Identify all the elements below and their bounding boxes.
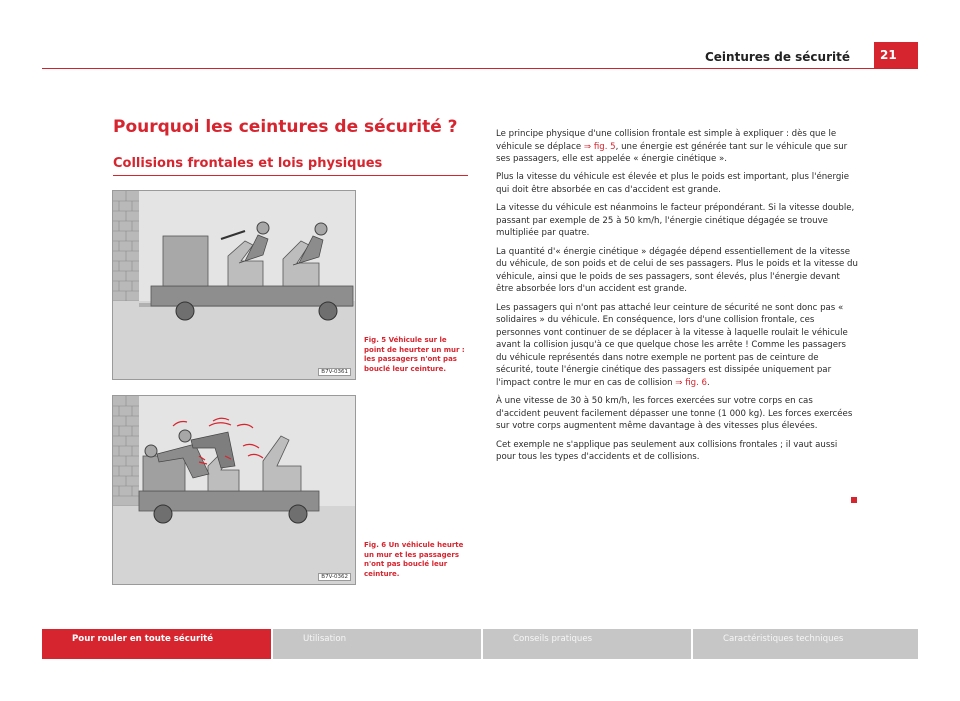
- figure-6-code: B7V-0362: [318, 573, 351, 581]
- paragraph-2: Plus la vitesse du véhicule est élevée et plus le poids est important, plus l'énergie qui doit être absorbée en cas d'accident est grande.: [496, 172, 849, 195]
- section-heading-rule: [113, 175, 468, 176]
- paragraph-1: Le principe physique d'une collision frontale est simple à expliquer : dès que le véhicule se déplace ⇒ fig. 5, une énergie est générée tant sur le véhicule que sur ses passagers, elle est appelée « énergie cinétique ».: [496, 129, 848, 165]
- paragraph-3: La vitesse du véhicule est néanmoins le facteur prépondérant. Si la vitesse double, passant par exemple de 25 à 50 km/h, l'énergie cinétique dégagée se trouve multipliée par quatre.: [496, 203, 855, 239]
- figure-5-code: B7V-0361: [318, 368, 351, 376]
- footer-nav: [42, 629, 918, 659]
- footer-tab-conseils[interactable]: Conseils pratiques: [483, 629, 691, 659]
- paragraph-5: Les passagers qui n'ont pas attaché leur ceinture de sécurité ne sont donc pas « solidaires » du véhicule. En conséquence, lors d'une collision frontale, ces personnes vont continuer de se déplacer à la vitesse à laquelle roulait le véhicule avant la collision jusqu'à ce que quelque chose les arrête ! Comme les passagers du véhicule représentés dans notre exemple ne portent pas de ceinture de sécurité, toute l'énergie cinétique des passagers est dissipée uniquement par l'impact contre le mur en cas de collision ⇒ fig. 6.: [496, 302, 848, 389]
- figure-6-illustration: [112, 395, 356, 585]
- body-text: [496, 128, 858, 469]
- section-heading: Collisions frontales et lois physiques: [113, 156, 383, 171]
- figure-5-drawing: [113, 191, 355, 379]
- page-number: 21: [874, 42, 918, 68]
- header-section-title: Ceintures de sécurité: [704, 50, 850, 64]
- header-rule: [42, 68, 918, 69]
- fig-5-link[interactable]: ⇒ fig. 5: [583, 141, 616, 152]
- paragraph-6: À une vitesse de 30 à 50 km/h, les forces exercées sur votre corps en cas d'accident peuvent facilement dépasser une tonne (1 000 kg). Les forces exercées sur votre corps augmentent même davantage à des vitesses plus élevées.: [496, 396, 853, 432]
- footer-tab-safety[interactable]: Pour rouler en toute sécurité: [42, 629, 271, 659]
- fig-6-link[interactable]: ⇒ fig. 6: [675, 378, 708, 389]
- paragraph-4: La quantité d'« énergie cinétique » dégagée dépend essentiellement de la vitesse du véhicule, de son poids et de celui de ses passagers. Plus le poids et la vitesse du véhicule, ainsi que le poids de ses passagers, sont élevés, plus l'énergie devant être absorbée lors d'un accident est grande.: [496, 246, 858, 295]
- paragraph-7: Cet exemple ne s'applique pas seulement aux collisions frontales ; il vaut aussi pour tous les types d'accidents et de collisions.: [496, 439, 838, 463]
- figure-6-caption: Fig. 6 Un véhicule heurte un mur et les passagers n'ont pas bouclé leur ceinture.: [364, 541, 464, 578]
- page-title: Pourquoi les ceintures de sécurité ?: [113, 117, 458, 137]
- section-end-marker: [851, 497, 857, 503]
- figure-5-caption: Fig. 5 Véhicule sur le point de heurter un mur : les passagers n'ont pas bouclé leur ceinture.: [364, 336, 465, 373]
- footer-tab-caracteristiques[interactable]: Caractéristiques techniques: [693, 629, 918, 659]
- figure-5-illustration: [112, 190, 356, 380]
- figure-6-drawing: [113, 396, 355, 584]
- footer-tab-utilisation[interactable]: Utilisation: [273, 629, 481, 659]
